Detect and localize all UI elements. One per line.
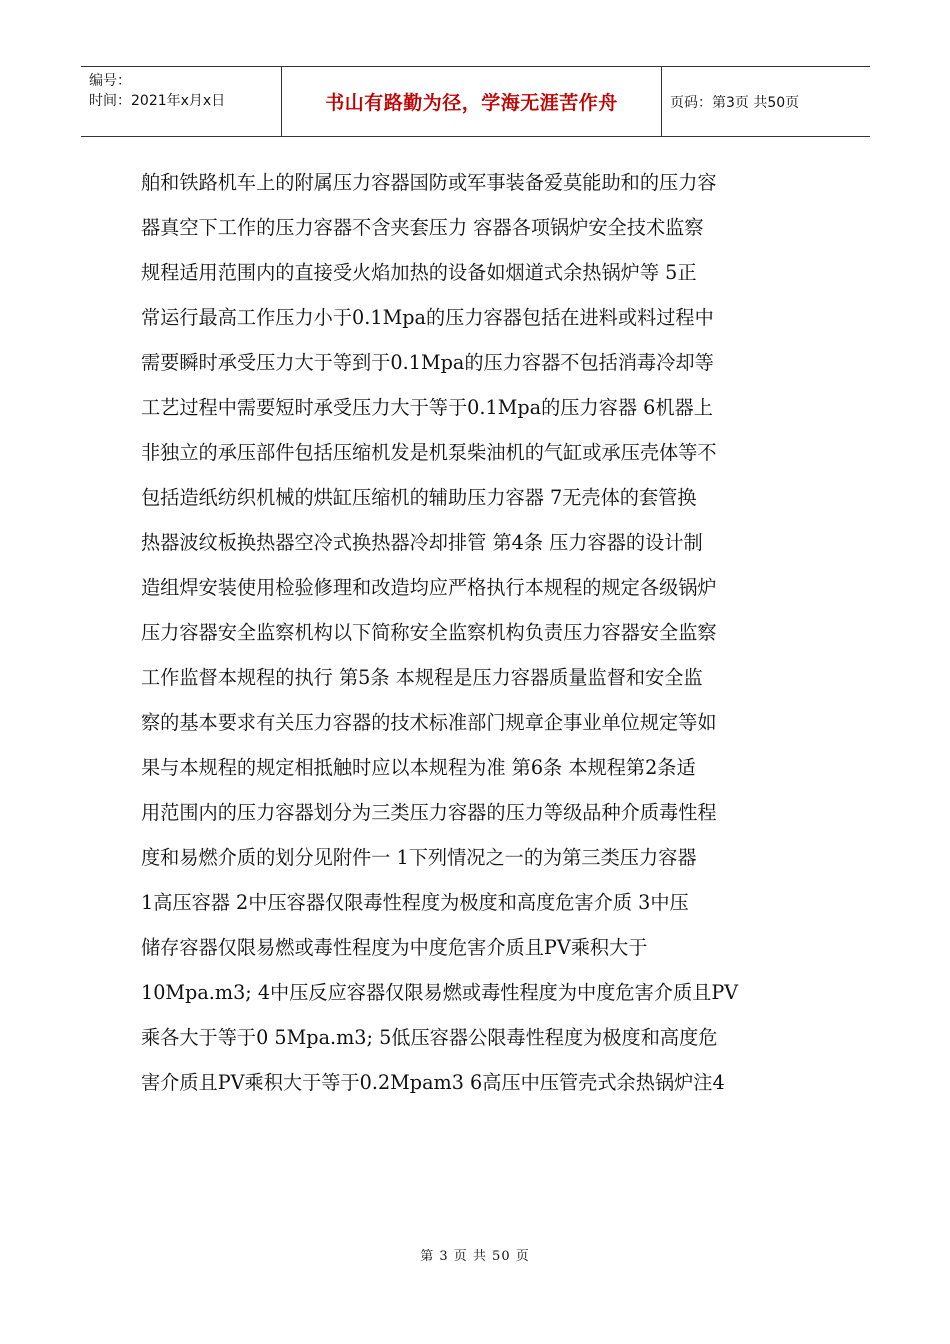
body-line: 热器波纹板换热器空冷式换热器冷却排管 第4条 压力容器的设计制 [141,531,703,554]
body-line: 察的基本要求有关压力容器的技术标准部门规章企事业单位规定等如 [141,711,717,734]
header-page-info: 页码：第3页 共50页 [670,94,800,111]
body-line: 造组焊安装使用检验修理和改造均应严格执行本规程的规定各级锅炉 [141,576,717,599]
body-line: 害介质且PV乘积大于等于0.2Mpam3 6高压中压管壳式余热锅炉注4 [141,1071,725,1094]
body-line: 需要瞬时承受压力大于等到于0.1Mpa的压力容器不包括消毒冷却等 [141,351,714,374]
body-line: 乘各大于等于0 5Mpa.m3; 5低压容器公限毒性程度为极度和高度危 [141,1026,718,1049]
document-body [141,160,817,1105]
header-meta [81,67,282,136]
body-line: 工作监督本规程的执行 第5条 本规程是压力容器质量监督和安全监 [141,666,703,689]
body-line: 度和易燃介质的划分见附件一 1下列情况之一的为第三类压力容器 [141,846,697,869]
number-label: 编号： [89,73,131,89]
body-line: 包括造纸纺织机械的烘缸压缩机的辅助压力容器 7无壳体的套管换 [141,486,697,509]
body-line: 非独立的承压部件包括压缩机发是机泵柴油机的气缸或承压壳体等不 [141,441,717,464]
body-line: 用范围内的压力容器划分为三类压力容器的压力等级品种介质毒性程 [141,801,717,824]
body-line: 常运行最高工作压力小于0.1Mpa的压力容器包括在进料或料过程中 [141,306,714,329]
body-line: 果与本规程的规定相抵触时应以本规程为准 第6条 本规程第2条适 [141,756,696,779]
time-label: 时间：2021年x月x日 [89,93,226,109]
body-line: 舶和铁路机车上的附属压力容器国防或军事装备爱莫能助和的压力容 [141,171,717,194]
body-line: 10Mpa.m3; 4中压反应容器仅限易燃或毒性程度为中度危害介质且PV [141,981,739,1004]
page-footer: 第 3 页 共 50 页 [420,1249,530,1264]
body-line: 1高压容器 2中压容器仅限毒性程度为极度和高度危害介质 3中压 [141,891,689,914]
header-motto: 书山有路勤为径，学海无涯苦作舟 [282,67,662,136]
body-line: 器真空下工作的压力容器不含夹套压力 容器各项锅炉安全技术监察 [141,216,704,239]
document-header [81,66,870,137]
body-line: 规程适用范围内的直接受火焰加热的设备如烟道式余热锅炉等 5正 [141,261,697,284]
body-line: 储存容器仅限易燃或毒性程度为中度危害介质且PV乘积大于 [141,936,648,959]
body-line: 压力容器安全监察机构以下简称安全监察机构负责压力容器安全监察 [141,621,717,644]
body-line: 工艺过程中需要短时承受压力大于等于0.1Mpa的压力容器 6机器上 [141,396,713,419]
